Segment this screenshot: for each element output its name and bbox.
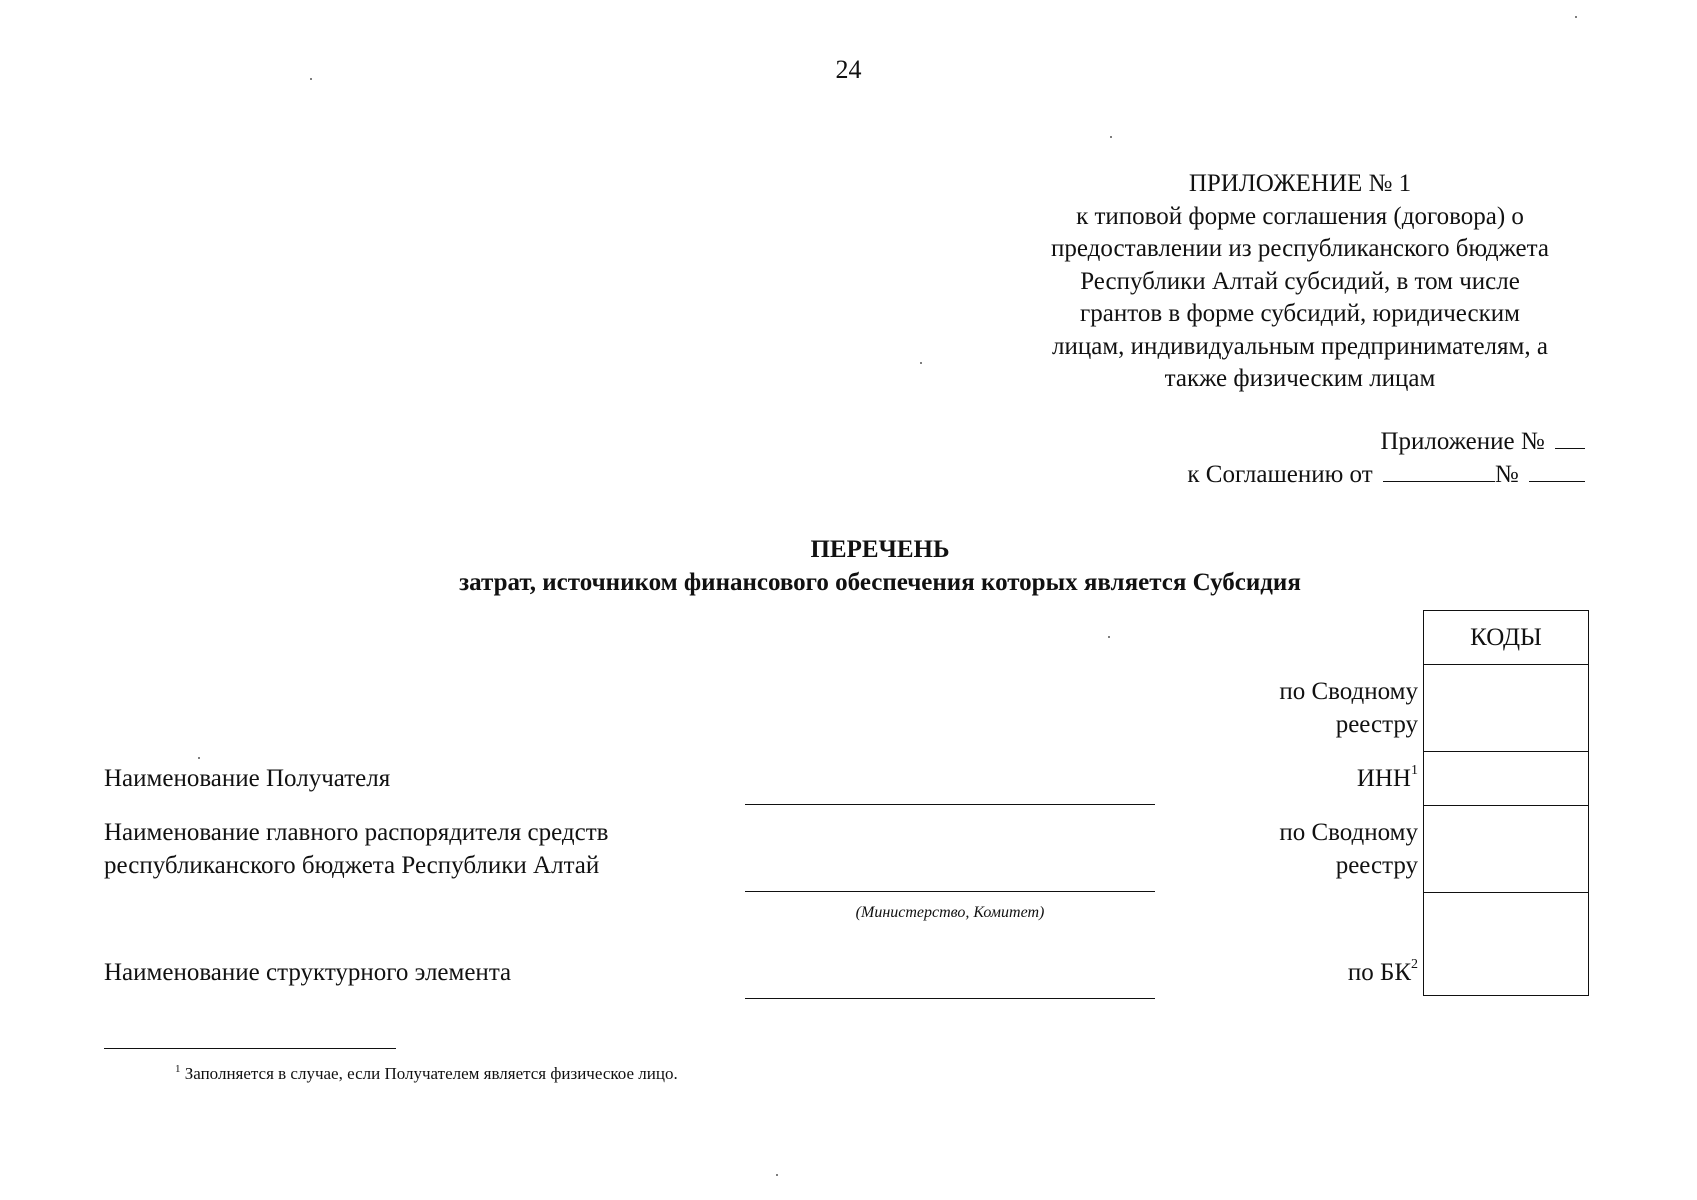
chief-manager-label: Наименование главного распорядителя средств республиканского бюджета Республики Алтай xyxy=(104,819,609,879)
scan-speck xyxy=(776,1174,778,1176)
appendix-line: предоставлении из республиканского бюджета xyxy=(1051,235,1549,262)
footnote-text: Заполняется в случае, если Получателем является физическое лицо. xyxy=(184,1064,678,1083)
bk-label: по $БК^2$ xyxy=(1347,957,1418,986)
structural-element-label: Наименование структурного элемента xyxy=(104,959,512,986)
codes-divider xyxy=(1424,805,1588,806)
footnote-separator xyxy=(104,1048,396,1049)
recipient-label: Наименование Получателя xyxy=(104,765,391,792)
appendix-number-blank[interactable] xyxy=(1555,428,1585,449)
footnote-mark: 2 xyxy=(1411,957,1418,972)
manager-register-label: по Сводному реестру xyxy=(1279,819,1418,879)
agreement-number-sign: № xyxy=(1494,461,1519,488)
recipient-register-label: по Сводному реестру xyxy=(1279,678,1418,738)
footnote-mark: 1 xyxy=(1411,763,1418,778)
scan-speck xyxy=(198,757,200,759)
scan-speck xyxy=(1108,636,1110,638)
structural-element-field-line[interactable] xyxy=(745,998,1155,999)
agreement-appendix-number xyxy=(1380,428,1585,456)
page-number: 24 xyxy=(835,55,862,84)
appendix-line: также физическим лицам xyxy=(1164,365,1436,392)
appendix-line: Республики Алтай субсидий, в том числе xyxy=(1080,267,1520,295)
codes-divider xyxy=(1424,664,1588,665)
chief-manager-hint: (Министерство, Комитет) xyxy=(855,904,1045,921)
inn-label: ИНН$^1$ xyxy=(1356,763,1418,792)
agreement-reference xyxy=(1187,461,1585,489)
appendix-heading: ПРИЛОЖЕНИЕ № 1 xyxy=(1188,170,1412,197)
codes-header: КОДЫ xyxy=(1470,624,1542,651)
agreement-date-label: к Соглашению от xyxy=(1187,461,1373,488)
agreement-number-blank[interactable] xyxy=(1529,461,1585,482)
recipient-field-line[interactable] xyxy=(745,804,1155,805)
appendix-line: грантов в форме субсидий, юридическим xyxy=(1080,300,1520,327)
codes-divider xyxy=(1424,751,1588,752)
agreement-date-blank[interactable] xyxy=(1383,461,1495,482)
appendix-line: к типовой форме соглашения (договора) о xyxy=(1076,202,1524,230)
appendix-line: лицам, индивидуальным предпринимателям, а xyxy=(1052,332,1548,360)
document-title: ПЕРЕЧЕНЬ xyxy=(810,536,950,563)
scan-speck xyxy=(920,362,922,364)
agreement-appendix-label: Приложение № xyxy=(1380,428,1545,455)
chief-manager-field-line[interactable] xyxy=(745,891,1155,892)
footnote xyxy=(175,1064,678,1084)
scan-speck xyxy=(1575,16,1577,18)
scan-speck xyxy=(1110,136,1112,138)
document-subtitle: затрат, источником финансового обеспечения которых является Субсидия xyxy=(459,569,1301,596)
codes-divider xyxy=(1424,892,1588,893)
footnote-mark: 1 xyxy=(175,1063,181,1075)
appendix-header xyxy=(990,168,1610,396)
scan-speck xyxy=(310,78,312,80)
codes-table xyxy=(1423,610,1589,996)
